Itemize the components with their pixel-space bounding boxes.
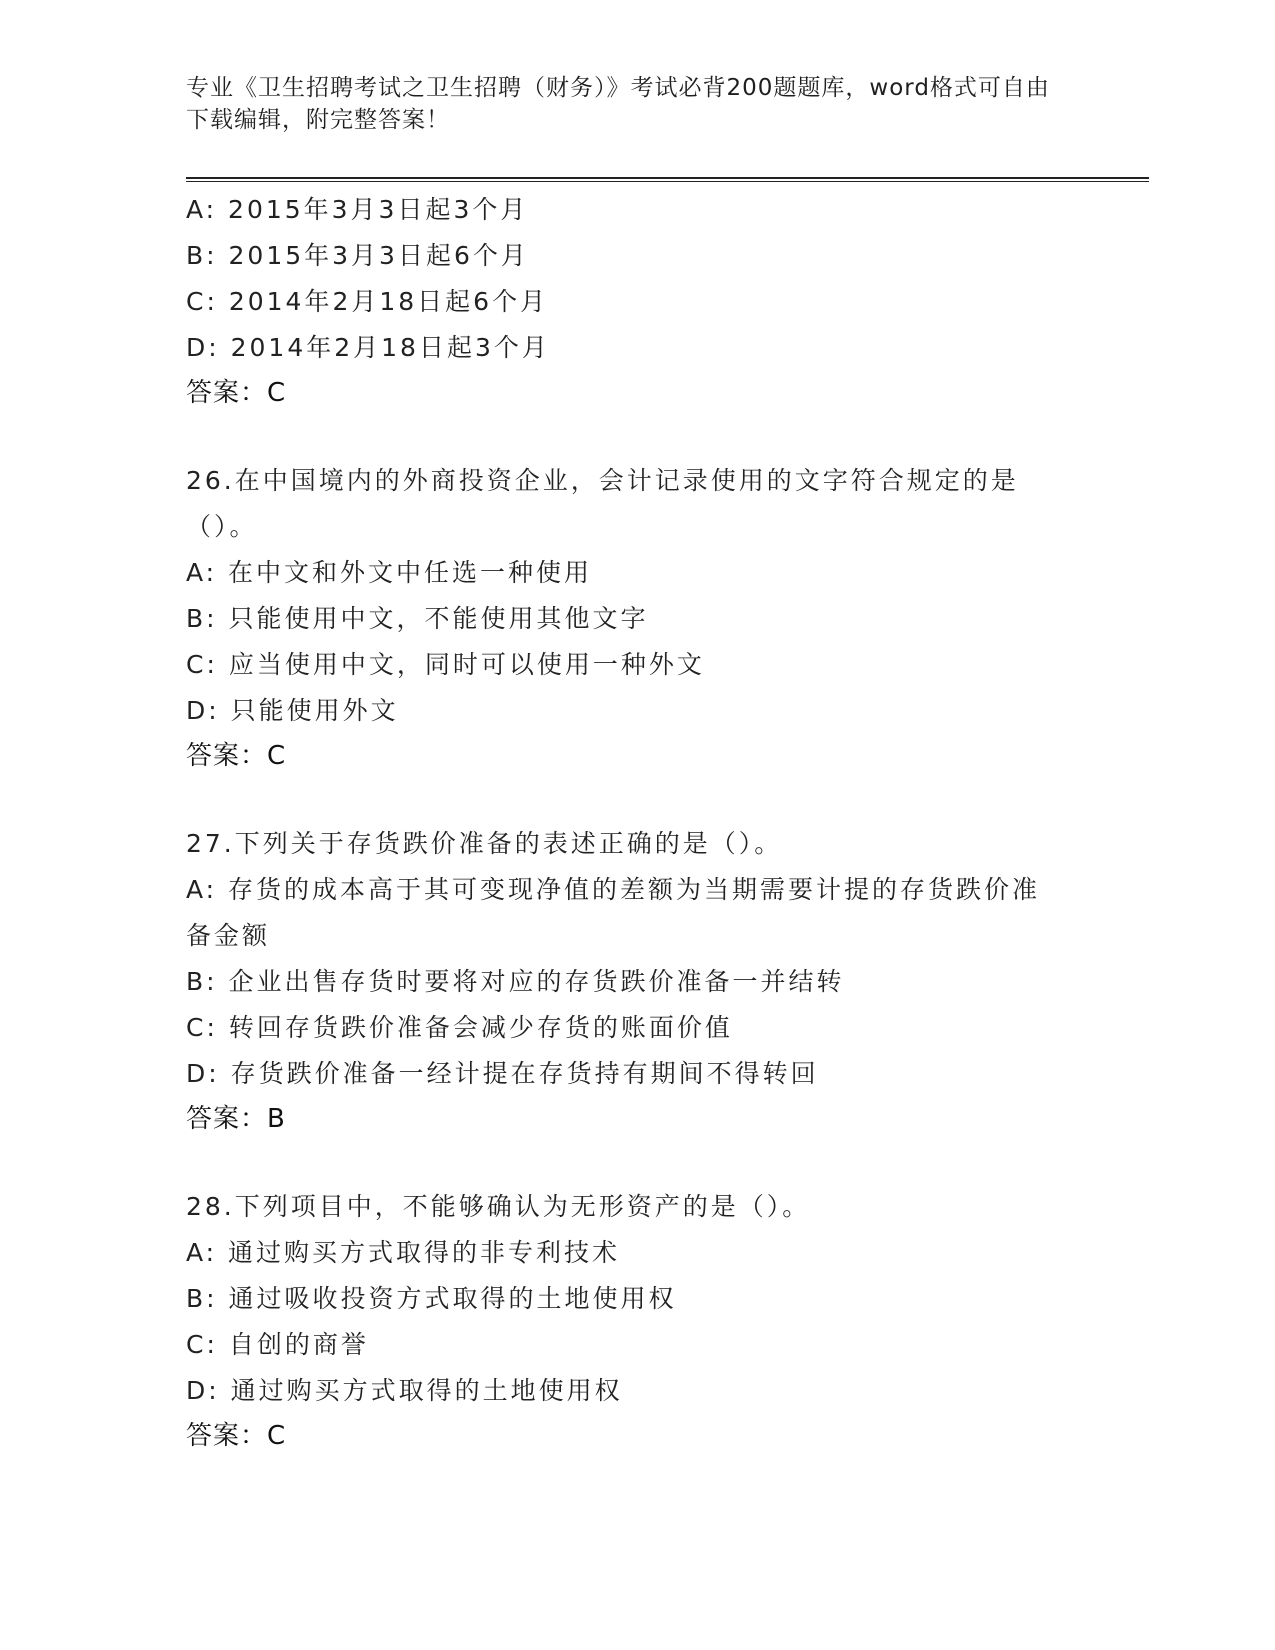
option-a: A: 通过购买方式取得的非专利技术 <box>186 1238 621 1267</box>
question-block-28 <box>186 1184 1066 1458</box>
option-c: C: 转回存货跌价准备会减少存货的账面价值 <box>186 1013 733 1042</box>
question-block-26 <box>186 458 1066 778</box>
question-text: 26.在中国境内的外商投资企业，会计记录使用的文字符合规定的是（）。 <box>186 466 1019 541</box>
answer-line: 答案：B <box>186 1104 286 1134</box>
option-b: B: 企业出售存货时要将对应的存货跌价准备一并结转 <box>186 967 845 996</box>
answer-line: 答案：C <box>186 1421 287 1451</box>
question-list <box>186 187 1066 1458</box>
answer-line: 答案：C <box>186 741 287 771</box>
option-d: D: 2014年2月18日起3个月 <box>186 333 550 362</box>
question-block-25 <box>186 187 1066 415</box>
option-b: B: 只能使用中文，不能使用其他文字 <box>186 604 649 633</box>
spacer <box>186 415 1066 458</box>
document-header: 专业《卫生招聘考试之卫生招聘（财务）》考试必背200题题库，word格式可自由下载编辑，附完整答案！ <box>186 75 1050 133</box>
option-b: B: 2015年3月3日起6个月 <box>186 241 529 270</box>
option-c: C: 应当使用中文，同时可以使用一种外文 <box>186 650 705 679</box>
option-c: C: 2014年2月18日起6个月 <box>186 287 549 316</box>
question-text: 28.下列项目中，不能够确认为无形资产的是（）。 <box>186 1192 811 1221</box>
header-rule-thin <box>186 181 1149 182</box>
answer-line: 答案：C <box>186 378 287 408</box>
spacer <box>186 778 1066 821</box>
header-rule-thick <box>186 177 1149 179</box>
question-text: 27.下列关于存货跌价准备的表述正确的是（）。 <box>186 829 783 858</box>
question-block-27 <box>186 821 1066 1141</box>
option-a: A: 2015年3月3日起3个月 <box>186 195 529 224</box>
option-a: A: 存货的成本高于其可变现净值的差额为当期需要计提的存货跌价准备金额 <box>186 875 1041 950</box>
option-b: B: 通过吸收投资方式取得的土地使用权 <box>186 1284 677 1313</box>
option-d: D: 只能使用外文 <box>186 696 399 725</box>
option-a: A: 在中文和外文中任选一种使用 <box>186 558 593 587</box>
option-c: C: 自创的商誉 <box>186 1330 369 1359</box>
option-d: D: 存货跌价准备一经计提在存货持有期间不得转回 <box>186 1059 819 1088</box>
spacer <box>186 1141 1066 1184</box>
option-d: D: 通过购买方式取得的土地使用权 <box>186 1376 623 1405</box>
